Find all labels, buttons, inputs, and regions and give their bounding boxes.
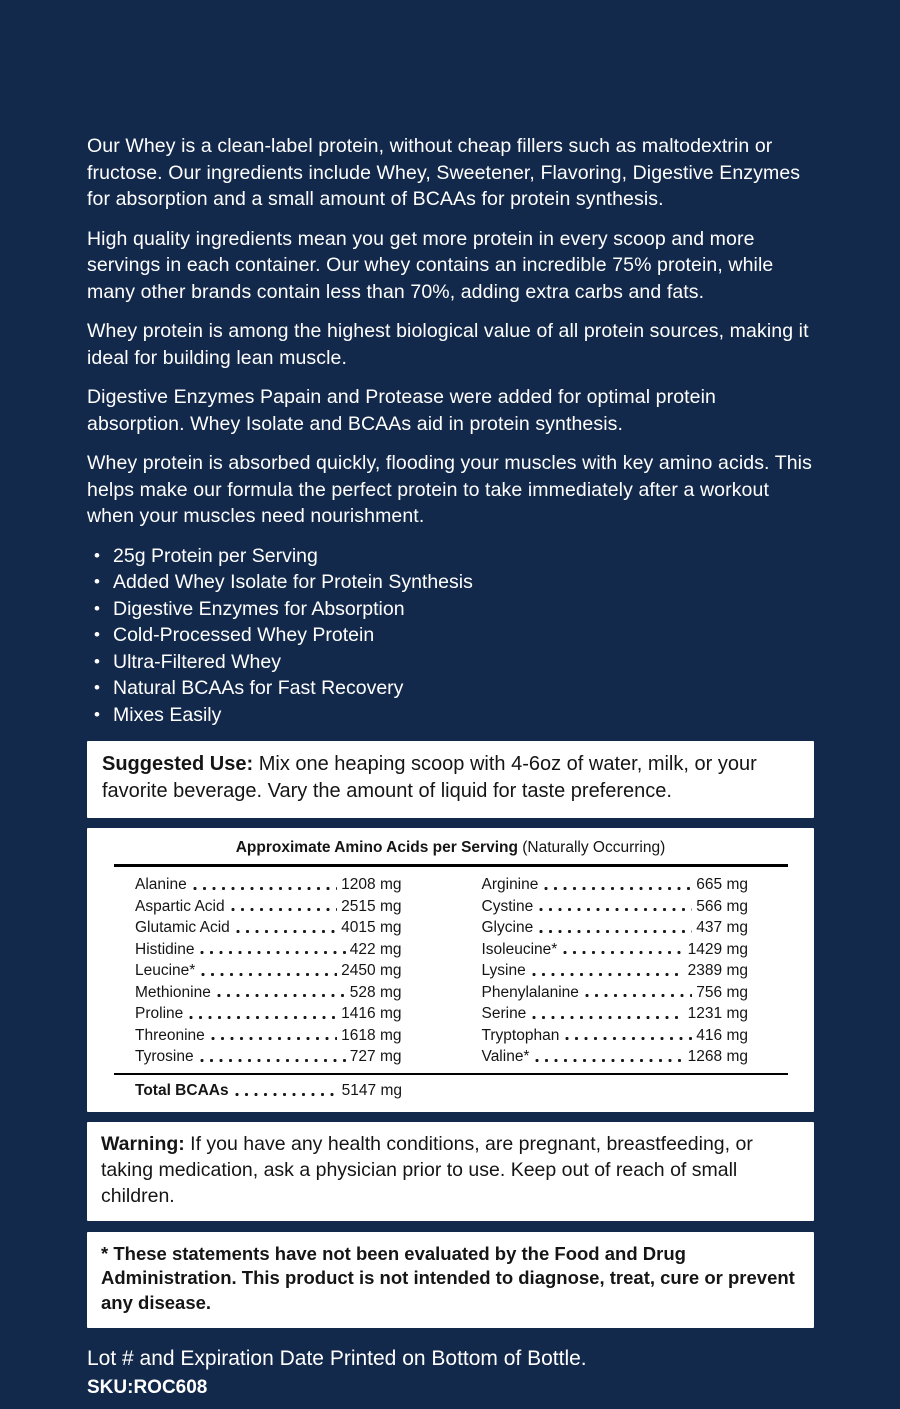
bullet-item: • Digestive Enzymes for Absorption [91,596,814,623]
total-bcaas-row [135,1080,402,1102]
dot-leader [198,948,345,957]
fda-disclaimer-text: * These statements have not been evaluated by the Food and Drug Administration. This product is not intended to diagnose, treat, cure or prevent any disease. [101,1242,795,1313]
total-bcaas-value: 5147 mg [341,1082,402,1099]
amino-row [135,874,402,896]
amino-value: 1268 mg [687,1048,748,1065]
amino-value: 566 mg [696,897,748,915]
bullet-item: • Mixes Easily [91,702,814,729]
amino-value: 1208 mg [341,876,402,893]
amino-name: Alanine [135,876,187,893]
amino-row [482,960,749,982]
dot-leader [530,1013,683,1022]
amino-value: 1416 mg [341,1005,402,1022]
suggested-use-label: Suggested Use: [102,753,254,775]
amino-name: Valine* [481,1048,530,1065]
warning-box [87,1122,814,1221]
amino-name: Glycine [481,919,534,936]
dot-leader [530,970,684,979]
amino-value: 422 mg [349,940,402,958]
amino-title-note: (Naturally Occurring) [522,839,666,856]
amino-value: 665 mg [696,876,748,893]
amino-value: 437 mg [696,919,748,936]
lot-expiration-note: Lot # and Expiration Date Printed on Bottom of Bottle. [87,1347,587,1370]
amino-row [135,1046,402,1068]
amino-name: Tryptophan [481,1026,560,1044]
amino-column-left [135,874,402,1068]
dot-leader [563,1034,692,1043]
amino-value: 727 mg [349,1048,402,1065]
dot-leader [542,884,692,893]
dot-leader [233,1090,338,1099]
sku-code: SKU:ROC608 [87,1377,208,1398]
dot-leader [199,970,337,979]
bullet-item: • Natural BCAAs for Fast Recovery [91,675,814,702]
body-paragraph: High quality ingredients mean you get more protein in every scoop and more servings in each container. Our whey contains an incredible 75% protein, while many other brands contain less than 70%, adding extra carbs and fats. [87,227,774,303]
dot-leader [583,991,692,1000]
bullet-item: • Ultra-Filtered Whey [91,649,814,676]
amino-name: Methionine [135,983,211,1001]
amino-panel-title [87,837,814,858]
dot-leader [234,927,337,936]
amino-name: Proline [135,1005,184,1022]
suggested-use-text: Mix one heaping scoop with 4-6oz of water, milk, or your favorite beverage. Vary the amount of liquid for taste preference. [102,753,757,802]
warning-text: If you have any health conditions, are pregnant, breastfeeding, or taking medication, ask a physician prior to use. Keep out of reach of small children. [101,1132,753,1207]
dot-leader [229,905,338,914]
amino-row [482,896,749,918]
amino-value: 528 mg [349,983,402,1001]
amino-name: Histidine [135,940,195,958]
amino-value: 1618 mg [341,1026,402,1044]
amino-name: Phenylalanine [481,983,579,1001]
amino-row [482,874,749,896]
amino-name: Isoleucine* [481,940,558,958]
amino-row [135,896,402,918]
amino-name: Glutamic Acid [135,919,230,936]
feature-bullet-list [91,543,814,729]
description-paragraphs [87,133,814,530]
dot-leader [533,1056,683,1065]
suggested-use-box [87,741,814,818]
amino-acids-panel [87,828,814,1112]
amino-title-main: Approximate Amino Acids per Serving [235,839,518,856]
amino-value: 2515 mg [341,897,402,915]
amino-name: Aspartic Acid [135,897,225,915]
bullet-item: • Cold-Processed Whey Protein [91,622,814,649]
total-bcaas-label: Total BCAAs [135,1082,229,1099]
dot-leader [537,905,692,914]
dot-leader [215,991,346,1000]
body-paragraph: Digestive Enzymes Papain and Protease were added for optimal protein absorption. Whey Isolate and BCAAs aid in protein synthesis. [87,386,716,435]
amino-value: 4015 mg [341,919,402,936]
amino-row [482,917,749,939]
fda-disclaimer-box [87,1232,814,1329]
body-paragraph: Whey protein is absorbed quickly, flooding your muscles with key amino acids. This helps make our formula the perfect protein to take immediately after a workout when your muscles need nourishment. [87,452,812,527]
amino-name: Threonine [135,1026,205,1044]
amino-row [135,917,402,939]
amino-value: 1231 mg [687,1005,748,1022]
amino-value: 2389 mg [687,962,748,979]
amino-row [482,1046,749,1068]
amino-divider-bottom [114,1073,788,1076]
dot-leader [187,1013,337,1022]
amino-row [482,1003,749,1025]
amino-name: Cystine [481,897,534,915]
amino-name: Leucine* [135,962,196,979]
amino-row [135,982,402,1004]
amino-value: 756 mg [696,983,748,1001]
amino-divider-top [114,864,788,867]
amino-value: 2450 mg [341,962,402,979]
amino-name: Tyrosine [135,1048,194,1065]
amino-value: 1429 mg [687,940,748,958]
body-paragraph: Whey protein is among the highest biological value of all protein sources, making it ideal for building lean muscle. [87,320,809,369]
amino-row [135,939,402,961]
dot-leader [537,927,692,936]
amino-name: Lysine [481,962,526,979]
amino-name: Arginine [481,876,539,893]
amino-value: 416 mg [696,1026,748,1044]
amino-columns [87,874,814,1068]
amino-row [135,1025,402,1047]
dot-leader [209,1034,337,1043]
amino-name: Serine [481,1005,527,1022]
amino-column-right [482,874,749,1068]
bullet-item: • 25g Protein per Serving [91,543,814,570]
body-paragraph: Our Whey is a clean-label protein, without cheap fillers such as maltodextrin or fructose. Our ingredients include Whey, Sweetener, Flavoring, Digestive Enzymes for absorption and a small amount of BCAAs for protein synthesis. [87,135,801,210]
dot-leader [561,948,683,957]
footer [87,1345,814,1399]
amino-row [482,982,749,1004]
bullet-item: • Added Whey Isolate for Protein Synthesis [91,569,814,596]
amino-row [482,1025,749,1047]
amino-row [135,960,402,982]
dot-leader [198,1056,346,1065]
amino-row [135,1003,402,1025]
amino-row [482,939,749,961]
dot-leader [191,884,337,893]
warning-label: Warning: [101,1132,185,1155]
